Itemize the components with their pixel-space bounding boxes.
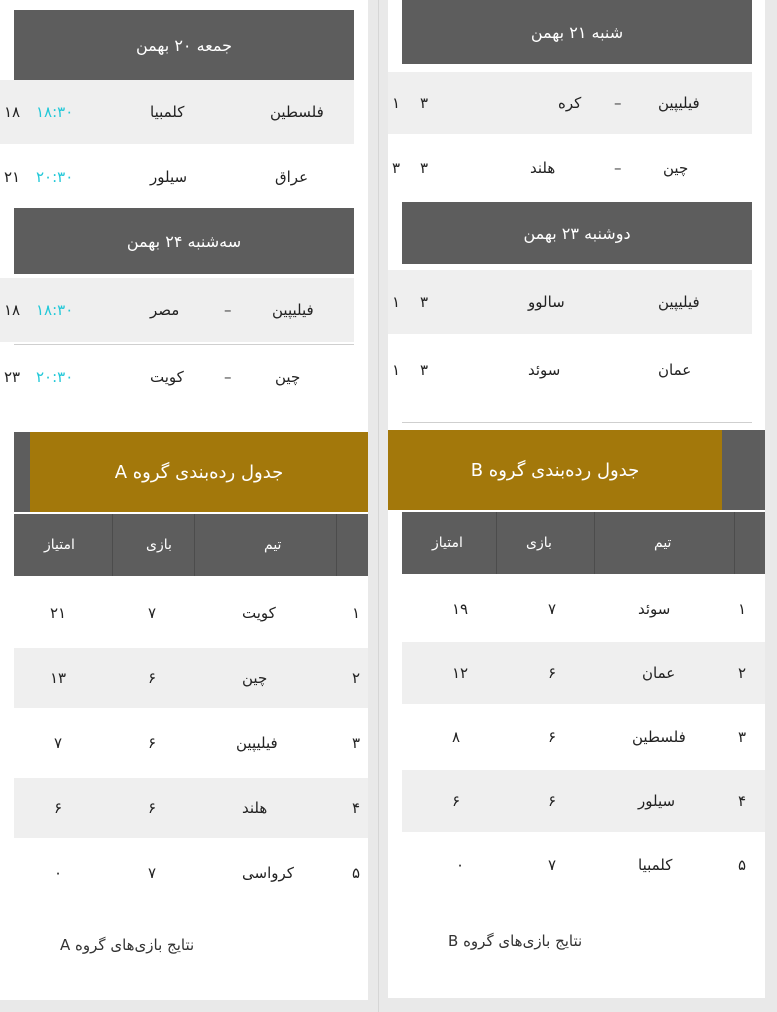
table-row[interactable] bbox=[402, 578, 765, 640]
match-tail: ۱ bbox=[392, 94, 401, 112]
points-cell: ۷ bbox=[54, 734, 63, 752]
rank-cell: ۱ bbox=[352, 604, 361, 622]
played-cell: ۶ bbox=[148, 669, 157, 687]
rank-cell: ۴ bbox=[352, 799, 361, 817]
match-score: ۳ bbox=[420, 159, 429, 177]
standings-banner bbox=[388, 430, 722, 510]
team-cell: فلسطین bbox=[632, 728, 686, 746]
standings-banner-title: جدول رده‌بندی گروه A bbox=[114, 461, 284, 483]
column-separator bbox=[336, 514, 337, 576]
column-separator bbox=[112, 514, 113, 576]
vs-dash: – bbox=[224, 301, 232, 319]
table-row[interactable] bbox=[14, 648, 368, 708]
match-day-title: سه‌شنبه ۲۴ بهمن bbox=[126, 231, 242, 251]
team-cell: فیلیپین bbox=[236, 734, 278, 752]
rank-cell: ۱ bbox=[738, 600, 747, 618]
match-tail: ۱۸ bbox=[4, 301, 21, 319]
away-team: کره bbox=[558, 94, 582, 112]
team-cell: هلند bbox=[242, 799, 268, 817]
team-cell: سیلور bbox=[638, 792, 676, 810]
match-score: ۳ bbox=[420, 293, 429, 311]
table-row[interactable] bbox=[14, 842, 368, 904]
played-cell: ۶ bbox=[548, 728, 557, 746]
points-cell: ۲۱ bbox=[50, 604, 67, 622]
match-score: ۳ bbox=[420, 361, 429, 379]
rank-cell: ۳ bbox=[738, 728, 747, 746]
home-team: عراق bbox=[275, 168, 309, 186]
standings-table-header bbox=[402, 512, 765, 574]
column-separator bbox=[734, 512, 735, 574]
points-cell: ۶ bbox=[54, 799, 63, 817]
match-row[interactable] bbox=[0, 80, 354, 144]
match-day-header bbox=[402, 0, 752, 64]
played-cell: ۷ bbox=[148, 864, 157, 882]
played-cell: ۶ bbox=[548, 664, 557, 682]
match-tail: ۲۳ bbox=[4, 368, 21, 386]
panel-gap bbox=[378, 0, 379, 1012]
match-row[interactable] bbox=[0, 278, 354, 342]
row-divider bbox=[14, 344, 354, 345]
col-points: امتیاز bbox=[432, 535, 463, 551]
standings-banner bbox=[30, 432, 368, 512]
vs-dash: – bbox=[614, 159, 622, 177]
rank-cell: ۵ bbox=[738, 856, 747, 874]
away-team: سالوو bbox=[528, 293, 565, 311]
match-score: ۳ bbox=[420, 94, 429, 112]
played-cell: ۶ bbox=[148, 734, 157, 752]
table-row[interactable] bbox=[402, 770, 765, 832]
table-row[interactable] bbox=[14, 712, 368, 774]
rank-cell: ۴ bbox=[738, 792, 747, 810]
team-cell: چین bbox=[242, 669, 268, 687]
points-cell: ۸ bbox=[452, 728, 461, 746]
away-team: هلند bbox=[530, 159, 556, 177]
played-cell: ۷ bbox=[148, 604, 157, 622]
home-team: فلسطین bbox=[270, 103, 324, 121]
played-cell: ۷ bbox=[548, 600, 557, 618]
column-separator bbox=[194, 514, 195, 576]
standings-banner-title: جدول رده‌بندی گروه B bbox=[470, 459, 640, 481]
group-results-link[interactable]: نتایج بازی‌های گروه B bbox=[448, 932, 583, 950]
points-cell: ۱۳ bbox=[50, 669, 67, 687]
rank-cell: ۳ bbox=[352, 734, 361, 752]
points-cell: ۰ bbox=[456, 856, 465, 874]
right-group-panel bbox=[388, 0, 765, 998]
table-row[interactable] bbox=[14, 778, 368, 838]
team-cell: کرواسی bbox=[242, 864, 294, 882]
points-cell: ۰ bbox=[54, 864, 63, 882]
home-team: فیلیپین bbox=[658, 94, 700, 112]
home-team: فیلیپین bbox=[272, 301, 314, 319]
match-row[interactable] bbox=[0, 146, 354, 208]
played-cell: ۶ bbox=[148, 799, 157, 817]
table-row[interactable] bbox=[402, 706, 765, 768]
away-team: کویت bbox=[150, 368, 184, 386]
match-row[interactable] bbox=[388, 138, 752, 198]
home-team: چین bbox=[663, 159, 689, 177]
points-cell: ۶ bbox=[452, 792, 461, 810]
match-day-title: شنبه ۲۱ بهمن bbox=[530, 22, 624, 42]
table-row[interactable] bbox=[402, 834, 765, 896]
match-day-header bbox=[402, 202, 752, 264]
rank-cell: ۲ bbox=[738, 664, 747, 682]
match-tail: ۱ bbox=[392, 361, 401, 379]
column-separator bbox=[496, 512, 497, 574]
team-cell: عمان bbox=[642, 664, 676, 682]
team-cell: کلمبیا bbox=[638, 856, 673, 874]
row-divider bbox=[402, 422, 752, 423]
home-team: چین bbox=[275, 368, 301, 386]
match-tail: ۱۸ bbox=[4, 103, 21, 121]
match-row[interactable] bbox=[388, 72, 752, 134]
match-tail: ۲۱ bbox=[4, 168, 21, 186]
home-team: عمان bbox=[658, 361, 692, 379]
match-time: ۲۰:۳۰ bbox=[36, 168, 74, 186]
col-played: بازی bbox=[146, 537, 172, 553]
rank-cell: ۵ bbox=[352, 864, 361, 882]
played-cell: ۷ bbox=[548, 856, 557, 874]
away-team: سیلور bbox=[150, 168, 188, 186]
team-cell: کویت bbox=[242, 604, 276, 622]
match-row[interactable] bbox=[0, 346, 354, 408]
away-team: سوئد bbox=[528, 361, 561, 379]
points-cell: ۱۲ bbox=[452, 664, 469, 682]
left-group-panel bbox=[0, 0, 368, 1000]
match-row[interactable] bbox=[388, 270, 752, 334]
home-team: فیلیپین bbox=[658, 293, 700, 311]
vs-dash: – bbox=[224, 368, 232, 386]
match-time: ۲۰:۳۰ bbox=[36, 368, 74, 386]
standings-table-header bbox=[14, 514, 368, 576]
match-day-header bbox=[14, 10, 354, 80]
group-results-link[interactable]: نتایج بازی‌های گروه A bbox=[60, 936, 195, 954]
match-tail: ۳ bbox=[392, 159, 401, 177]
col-team: تیم bbox=[654, 535, 672, 551]
col-team: تیم bbox=[264, 537, 282, 553]
match-time: ۱۸:۳۰ bbox=[36, 301, 74, 319]
table-row[interactable] bbox=[402, 642, 765, 704]
team-cell: سوئد bbox=[638, 600, 671, 618]
away-team: مصر bbox=[150, 301, 180, 319]
match-row[interactable] bbox=[388, 338, 752, 402]
match-day-title: دوشنبه ۲۳ بهمن bbox=[523, 223, 631, 243]
table-row[interactable] bbox=[14, 582, 368, 644]
col-played: بازی bbox=[526, 535, 552, 551]
column-separator bbox=[594, 512, 595, 574]
col-points: امتیاز bbox=[44, 537, 75, 553]
match-day-header bbox=[14, 208, 354, 274]
points-cell: ۱۹ bbox=[452, 600, 469, 618]
match-tail: ۱ bbox=[392, 293, 401, 311]
away-team: کلمبیا bbox=[150, 103, 185, 121]
vs-dash: – bbox=[614, 94, 622, 112]
match-time: ۱۸:۳۰ bbox=[36, 103, 74, 121]
match-day-title: جمعه ۲۰ بهمن bbox=[135, 35, 233, 55]
played-cell: ۶ bbox=[548, 792, 557, 810]
rank-cell: ۲ bbox=[352, 669, 361, 687]
